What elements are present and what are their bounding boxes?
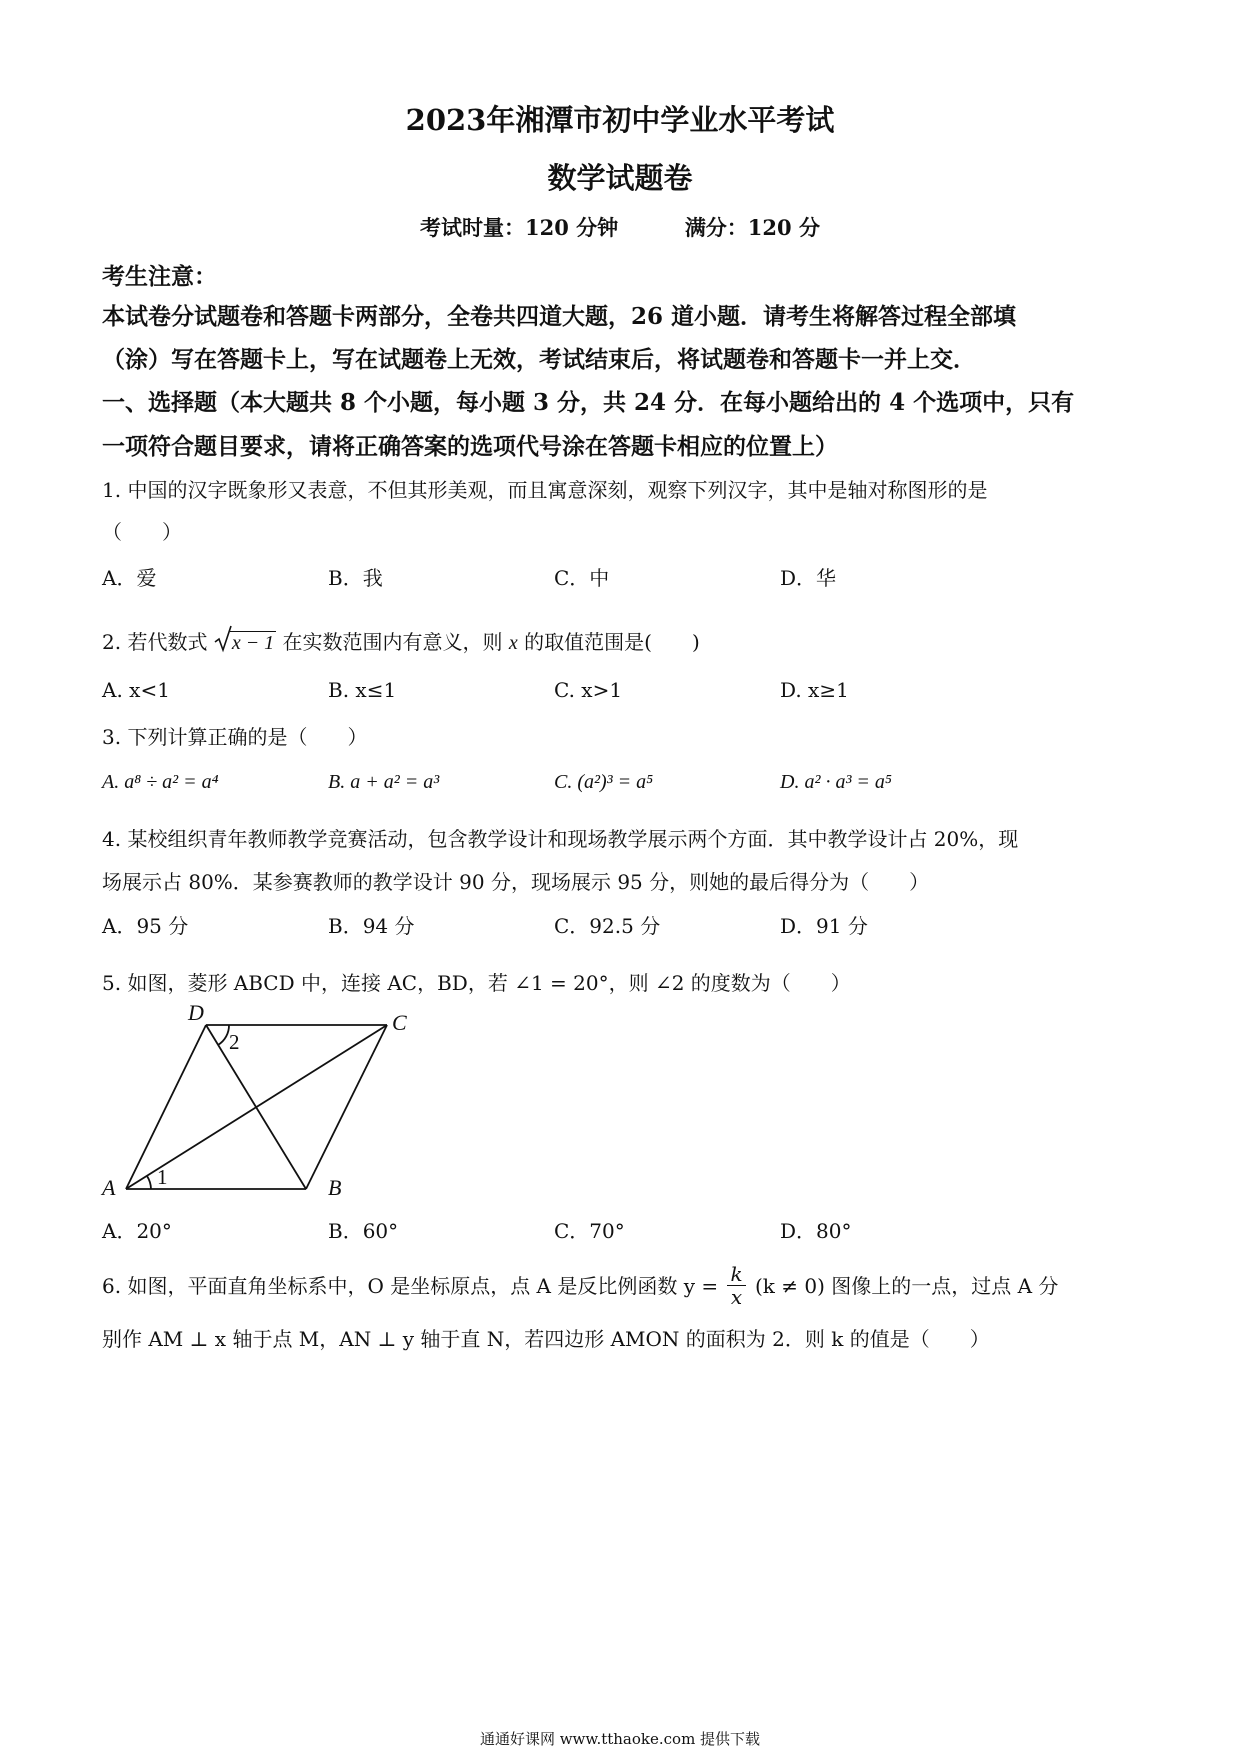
notice-line-1: 本试卷分试题卷和答题卡两部分，全卷共四道大题，26 道小题．请考生将解答过程全部填 bbox=[102, 303, 1017, 330]
q3-option-c: C. (a²)³ = a⁵ bbox=[554, 771, 654, 793]
q2-option-c: C. x>1 bbox=[554, 678, 623, 702]
diagonal-bd bbox=[206, 1025, 306, 1189]
q3-option-d: D. a² · a³ = a⁵ bbox=[780, 771, 892, 793]
section-1-line-1: 一、选择题（本大题共 8 个小题，每小题 3 分，共 24 分．在每小题给出的 4 个选项中，只有 bbox=[102, 389, 1075, 416]
q6-stem-post: (k ≠ 0) 图像上的一点，过点 A 分 bbox=[754, 1274, 1059, 1298]
q5-option-b: B．60° bbox=[328, 1219, 399, 1243]
q2-var: x bbox=[508, 632, 518, 654]
exam-title: 2023年湘潭市初中学业水平考试 bbox=[405, 103, 835, 137]
q6-stem-line-1 bbox=[102, 1262, 1059, 1310]
q2-stem bbox=[102, 626, 700, 655]
q1-option-a: A．爱 bbox=[102, 566, 157, 590]
q4-option-a: A．95 分 bbox=[102, 914, 189, 938]
q5-option-c: C．70° bbox=[554, 1219, 625, 1243]
q3-stem: 3. 下列计算正确的是（ ） bbox=[102, 725, 368, 749]
section-1-line-2: 一项符合题目要求，请将正确答案的选项代号涂在答题卡相应的位置上） bbox=[102, 433, 838, 460]
q2-radicand: x − 1 bbox=[231, 632, 275, 654]
notice-heading: 考生注意： bbox=[102, 263, 217, 290]
q2-option-a: A. x<1 bbox=[102, 678, 170, 702]
q2-option-d: D. x≥1 bbox=[780, 678, 849, 702]
q4-option-b: B．94 分 bbox=[328, 914, 415, 938]
q6-stem-pre: 6. 如图，平面直角坐标系中，O 是坐标原点，点 A 是反比例函数 y = bbox=[102, 1274, 719, 1298]
angle-1-label: 1 bbox=[157, 1165, 168, 1189]
q1-stem-line-1: 1. 中国的汉字既象形又表意，不但其形美观，而且寓意深刻，观察下列汉字，其中是轴对称图形的是 bbox=[102, 478, 988, 502]
sqrt-sign-icon bbox=[214, 625, 232, 653]
exam-meta bbox=[0, 212, 1240, 242]
q1-option-d: D．华 bbox=[780, 566, 837, 590]
q4-option-d: D．91 分 bbox=[780, 914, 868, 938]
q2-stem-post: 的取值范围是( ) bbox=[524, 630, 700, 654]
score-label: 满分：120 分 bbox=[684, 215, 820, 240]
q2-stem-pre: 2. 若代数式 bbox=[102, 630, 208, 654]
q5-option-a: A．20° bbox=[102, 1219, 172, 1243]
q2-stem-mid: 在实数范围内有意义，则 bbox=[282, 630, 503, 654]
q4-stem-line-1: 4. 某校组织青年教师教学竞赛活动，包含教学设计和现场教学展示两个方面．其中教学设计占 20%，现 bbox=[102, 827, 1019, 851]
vertex-d-label: D bbox=[188, 1000, 204, 1025]
vertex-a-label: A bbox=[102, 1175, 116, 1200]
q4-option-c: C．92.5 分 bbox=[554, 914, 661, 938]
rhombus-figure bbox=[95, 1000, 425, 1205]
q4-stem-line-2: 场展示占 80%．某参赛教师的教学设计 90 分，现场展示 95 分，则她的最后得分为（ ） bbox=[102, 870, 930, 894]
fraction-k-over-x bbox=[727, 1263, 745, 1308]
frac-numerator: k bbox=[727, 1263, 745, 1286]
sqrt-expression bbox=[214, 630, 276, 655]
angle-2-label: 2 bbox=[229, 1030, 240, 1054]
exam-subtitle: 数学试题卷 bbox=[547, 161, 693, 195]
footer-note: 通通好课网 www.tthaoke.com 提供下载 bbox=[479, 1730, 761, 1748]
q3-option-a: A. a⁸ ÷ a² = a⁴ bbox=[102, 771, 219, 793]
q5-stem: 5. 如图，菱形 ABCD 中，连接 AC，BD，若 ∠1 = 20°，则 ∠2 的度数为（ ） bbox=[102, 971, 851, 995]
q6-stem-line-2: 别作 AM ⊥ x 轴于点 M，AN ⊥ y 轴于直 N，若四边形 AMON 的面积为 2．则 k 的值是（ ） bbox=[102, 1327, 990, 1351]
angle-2-arc bbox=[218, 1025, 229, 1045]
notice-line-2: （涂）写在答题卡上，写在试题卷上无效，考试结束后，将试题卷和答题卡一并上交． bbox=[102, 346, 976, 373]
q1-option-b: B．我 bbox=[328, 566, 383, 590]
vertex-c-label: C bbox=[392, 1010, 407, 1035]
frac-denominator: x bbox=[730, 1285, 743, 1309]
time-label: 考试时量：120 分钟 bbox=[420, 215, 619, 240]
q2-option-b: B. x≤1 bbox=[328, 678, 397, 702]
q1-stem-line-2: （ ） bbox=[102, 520, 182, 544]
q1-option-c: C．中 bbox=[554, 566, 610, 590]
q3-option-b: B. a + a² = a³ bbox=[328, 771, 440, 793]
q5-option-d: D．80° bbox=[780, 1219, 852, 1243]
vertex-b-label: B bbox=[328, 1175, 342, 1200]
angle-1-arc bbox=[147, 1176, 151, 1189]
